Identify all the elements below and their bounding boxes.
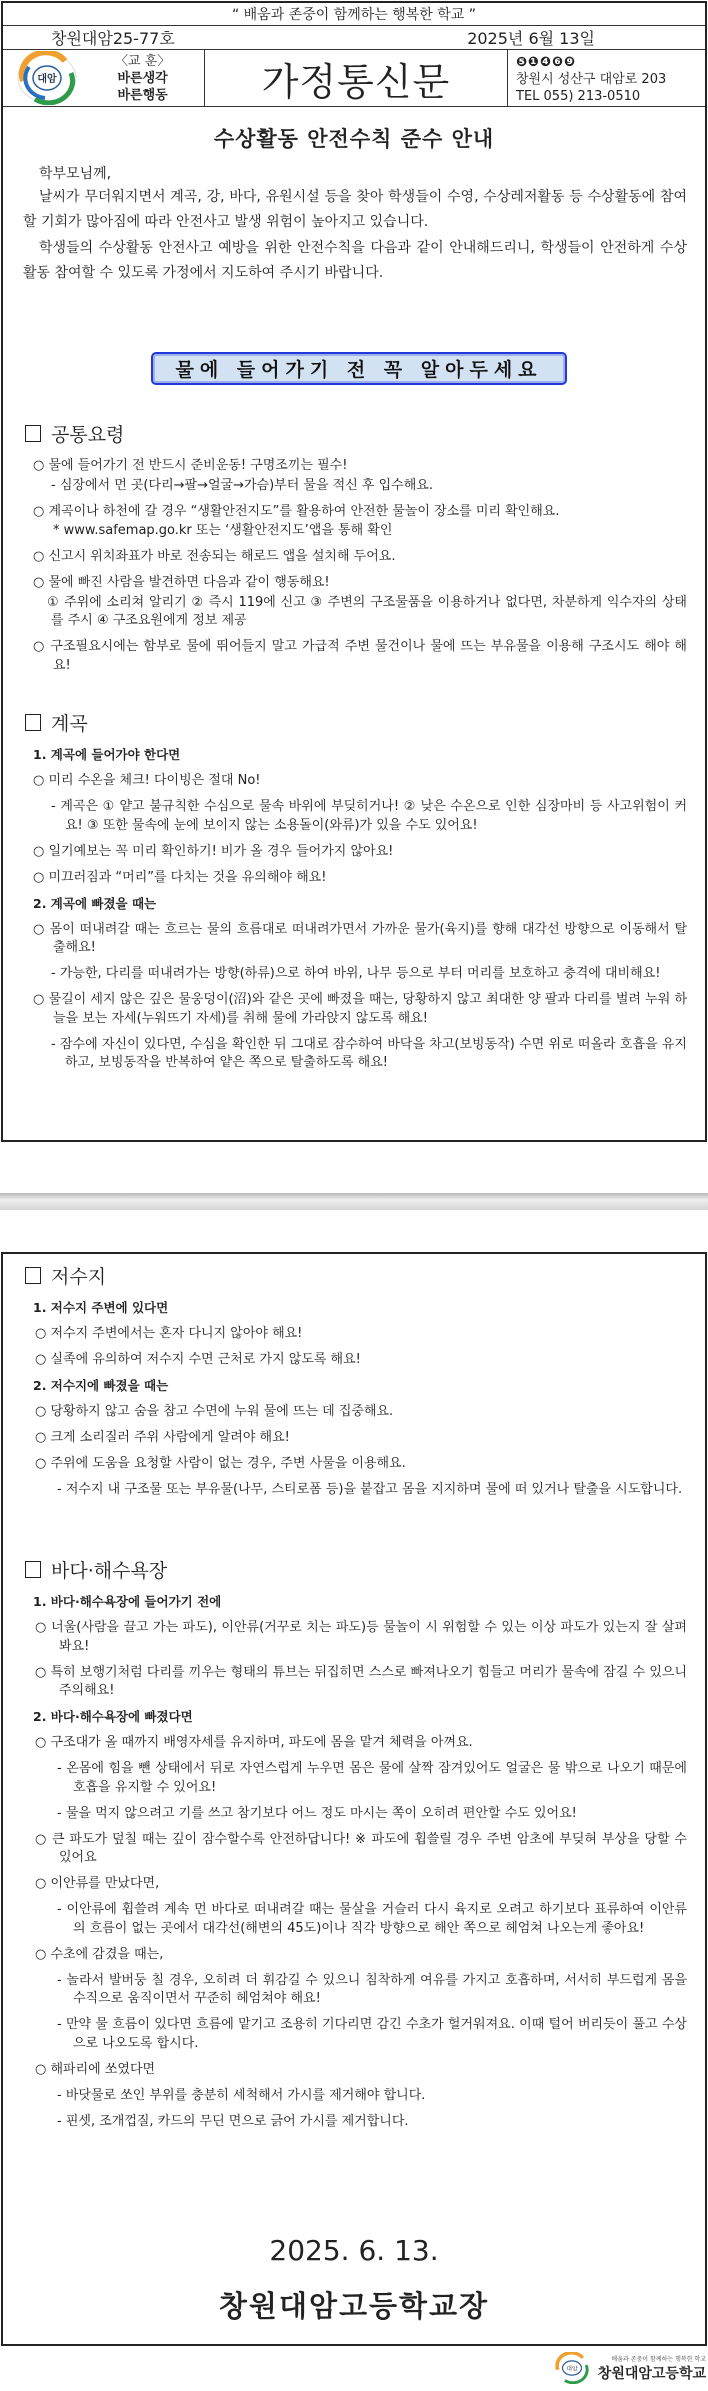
section-reservoir: [25, 1262, 687, 1500]
list-item: ○ 신고시 위치좌표가 바로 전송되는 해로드 앱을 설치해 두어요.: [33, 549, 396, 564]
list-item: ○ 물에 들어가기 전 반드시 준비운동! 구명조끼는 필수!: [33, 458, 348, 473]
logo-text: 대암: [37, 74, 57, 85]
school-motto: “ 배움과 존중이 함께하는 행복한 학교 ”: [3, 3, 705, 26]
subsection-heading: 2. 바다·해수욕장에 빠졌다면: [33, 1709, 193, 1724]
list-item: - 이안류에 휩쓸려 계속 먼 바다로 떠내려갈 때는 물살을 거슬러 다시 육지로 오려고 하기보다 표류하여 이안류의 흐름이 없는 곳에서 대각선(해변의 45도)이나 직각 방향으로 해안 쪽으로 헤엄쳐 나오는게 좋아요!: [57, 1902, 687, 1936]
list-item: ○ 구조필요시에는 함부로 물에 뛰어들지 말고 가급적 주변 물건이나 물에 뜨는 부유물을 이용해 구조시도 해야 해요!: [33, 639, 687, 673]
principal-signature: 창원대암고등학교장: [218, 2289, 490, 2323]
logo-text: 대암: [566, 2366, 578, 2373]
closing-date: 2025. 6. 13.: [269, 2234, 439, 2267]
notice-title: 수상활동 안전수칙 준수 안내: [213, 127, 495, 151]
school-logo-icon: [552, 2352, 592, 2384]
list-item: - 가능한, 다리를 떠내려가는 방향(하류)으로 하여 바위, 나무 등으로 부터 머리를 보호하고 충격에 대비해요!: [51, 966, 661, 981]
notice-banner: 물에 들어가기 전 꼭 알아두세요: [151, 352, 567, 385]
list-item: - 잠수에 자신이 있다면, 수심을 확인한 뒤 그대로 잠수하여 바닥을 차고(보빙동작) 수면 위로 떠올라 호흡을 유지하고, 보빙동작을 반복하여 얕은 쪽으로 탈출하도록 해요!: [51, 1036, 687, 1070]
list-item: ○ 크게 소리질러 주위 사람에게 알려야 해요!: [35, 1430, 290, 1445]
section-common: [25, 420, 687, 675]
section-heading-text: 저수지: [51, 1266, 107, 1288]
school-precept: [115, 53, 170, 104]
list-item: * www.safemap.go.kr 또는 ‘생활안전지도’앱을 통해 확인: [53, 523, 393, 538]
list-item: - 물을 먹지 않으려고 기를 쓰고 참기보다 어느 정도 마시는 쪽이 오히려 편안할 수도 있어요!: [57, 1805, 577, 1821]
list-item: - 계곡은 ① 얕고 불규칙한 수심으로 물속 바위에 부딪히거나! ② 낮은 수온으로 인한 심장마비 등 사고위험이 커요! ③ 또한 물속에 눈에 보이지 않는 소용돌이(와류)가 있을 수도 있어요!: [51, 799, 687, 833]
footer-school-name: 창원대암고등학교: [597, 2365, 706, 2382]
list-item: ○ 구조대가 올 때까지 배영자세를 유지하며, 파도에 몸을 맡겨 체력을 아껴요.: [35, 1735, 473, 1750]
list-item: - 핀셋, 조개껍질, 카드의 무딘 면으로 긁어 가시를 제거합니다.: [57, 2113, 409, 2129]
precept-line: 바른생각: [117, 70, 168, 86]
checkbox-square-icon: [25, 714, 41, 731]
list-item: - 바닷물로 쏘인 부위를 충분히 세척해서 가시를 제거해야 합니다.: [57, 2087, 426, 2103]
list-item: - 심장에서 먼 곳(다리→팔→얼굴→가슴)부터 물을 적신 후 입수해요.: [51, 477, 433, 493]
list-item: ○ 미끄러짐과 “머리”를 다치는 것을 유의해야 해요!: [33, 869, 327, 885]
section-heading: [25, 1556, 687, 1583]
list-item: ○ 해파리에 쏘였다면: [35, 2061, 156, 2077]
section-valley: [25, 709, 687, 1073]
list-item: - 만약 물 흐름이 있다면 흐름에 맡기고 조용히 기다리면 감긴 수초가 헐거워져요. 이때 털어 버리듯이 풀고 수상으로 나오도록 합시다.: [57, 2017, 687, 2051]
logo-motto-cell: [3, 50, 205, 106]
school-logo-icon: [15, 51, 79, 105]
section-heading: [25, 709, 687, 736]
footer-logo: [552, 2352, 706, 2384]
list-item: ○ 미리 수온을 체크! 다이빙은 절대 No!: [33, 773, 261, 788]
greeting: 학부모님께,: [39, 166, 112, 182]
school-address: [508, 50, 705, 106]
list-item: ○ 물길이 세지 않은 깊은 물웅덩이(沼)와 같은 곳에 빠졌을 때는, 당황하지 않고 최대한 양 팔과 다리를 벌려 누워 하늘을 보는 자세(누워뜨기 자세)를 취해 물에 가라앉지 않도록 해요!: [33, 992, 687, 1026]
subsection-heading: 1. 계곡에 들어가야 한다면: [33, 747, 181, 762]
subsection-heading: 1. 저수지 주변에 있다면: [33, 1300, 169, 1315]
document-date: 2025년 6월 13일: [467, 29, 595, 48]
subsection-heading: 2. 계곡에 빠졌을 때는: [33, 895, 157, 911]
intro-paragraph: 날씨가 무더워지면서 계곡, 강, 바다, 유원시설 등을 찾아 학생들이 수영, 수상레저활동 등 수상활동에 참여할 기회가 많아짐에 따라 안전사고 발생 위험이 높아지고 있습니다.: [23, 189, 687, 230]
list-item: ○ 당황하지 않고 숨을 참고 수면에 누워 물에 뜨는 데 집중해요.: [35, 1404, 394, 1419]
list-item: ○ 특히 보행기처럼 다리를 끼우는 형태의 튜브는 뒤집히면 스스로 빠져나오기 힘들고 머리가 물속에 잠길 수 있으니 주의해요!: [35, 1664, 687, 1698]
doc-info-row: [3, 26, 705, 50]
subsection-heading: 2. 저수지에 빠졌을 때는: [33, 1378, 169, 1393]
page-divider: [0, 1193, 708, 1210]
list-item: ○ 실족에 유의하여 저수지 수면 근처로 가지 않도록 해요!: [35, 1352, 361, 1367]
newsletter-title: 가정통신문: [205, 50, 508, 106]
address: 창원시 성산구 대암로 203: [516, 72, 667, 87]
subsection-heading: 1. 바다·해수욕장에 들어가기 전에: [33, 1594, 222, 1609]
checkbox-square-icon: [25, 1561, 41, 1578]
section-heading: [25, 1262, 687, 1289]
checkbox-square-icon: [25, 1267, 41, 1284]
list-item: ○ 저수지 주변에서는 혼자 다니지 않아야 해요!: [35, 1326, 303, 1341]
list-item: - 온몸에 힘을 뺀 상태에서 뒤로 자연스럽게 누우면 몸은 물에 살짝 잠겨있어도 얼굴은 물 밖으로 나오기 때문에 호흡을 유지할 수 있어요!: [57, 1761, 687, 1795]
list-item: ○ 일기예보는 꼭 미리 확인하기! 비가 올 경우 들어가지 않아요!: [33, 843, 394, 859]
postal-code: ❺❶❹❻❾: [516, 55, 577, 70]
section-sea-beach: [25, 1556, 687, 2131]
checkbox-square-icon: [25, 425, 41, 442]
letterhead: [3, 50, 705, 107]
list-item: ○ 몸이 떠내려갈 때는 흐르는 물의 흐름대로 떠내려가면서 가까운 물가(육지)를 향해 대각선 방향으로 이동해서 탈출해요!: [33, 921, 687, 955]
list-item: ○ 주위에 도움을 요청할 사람이 없는 경우, 주변 사물을 이용해요.: [35, 1456, 406, 1471]
list-item: - 놀라서 발버둥 칠 경우, 오히려 더 휘감길 수 있으니 침착하게 여유를 가지고 호흡하며, 서서히 부드럽게 몸을 수직으로 움직이면서 꾸준히 헤엄쳐야 해요!: [57, 1972, 687, 2006]
intro-paragraph: 학생들의 수상활동 안전사고 예방을 위한 안전수칙을 다음과 같이 안내해드리니, 학생들이 안전하게 수상활동 참여할 수 있도록 가정에서 지도하여 주시기 바랍니다.: [23, 240, 687, 281]
precept-line: 바른행동: [117, 87, 168, 103]
list-item: ○ 수초에 감겼을 때는,: [35, 1946, 164, 1962]
footer-motto: 배움과 존중이 함께하는 행복한 학교: [611, 2355, 706, 2363]
list-item: ○ 계곡이나 하천에 갈 경우 “생활안전지도”를 활용하여 안전한 물놀이 장소를 미리 확인해요.: [33, 503, 560, 519]
page-1: [1, 1, 707, 1142]
section-heading: [25, 420, 687, 447]
section-heading-text: 계곡: [51, 713, 88, 735]
list-item: ① 주위에 소리쳐 알리기 ② 즉시 119에 신고 ③ 주변의 구조물품을 이용하거나 없다면, 차분하게 익수자의 상태를 주시 ④ 구조요원에게 정보 제공: [47, 594, 687, 628]
list-item: ○ 이안류를 만났다면,: [35, 1876, 160, 1891]
page-2: [1, 1252, 707, 2346]
section-heading-text: 공통요령: [51, 424, 125, 446]
list-item: ○ 큰 파도가 덮칠 때는 깊이 잠수할수록 안전하답니다! ※ 파도에 휩쓸릴 경우 주변 암초에 부딪혀 부상을 당할 수 있어요: [35, 1831, 687, 1865]
telephone: TEL 055) 213-0510: [516, 89, 641, 104]
section-heading-text: 바다·해수욕장: [51, 1560, 168, 1582]
list-item: - 저수지 내 구조물 또는 부유물(나무, 스티로폼 등)을 붙잡고 몸을 지지하며 물에 떠 있거나 탈출을 시도합니다.: [57, 1482, 683, 1497]
document-number: 창원대암25-77호: [51, 29, 175, 48]
precept-label: 〈교 훈〉: [115, 53, 171, 69]
list-item: ○ 물에 빠진 사람을 발견하면 다음과 같이 행동해요!: [33, 575, 330, 590]
list-item: ○ 너울(사람을 끌고 가는 파도), 이안류(거꾸로 치는 파도)등 물놀이 시 위험할 수 있는 이상 파도가 있는지 잘 살펴봐요!: [35, 1620, 687, 1654]
